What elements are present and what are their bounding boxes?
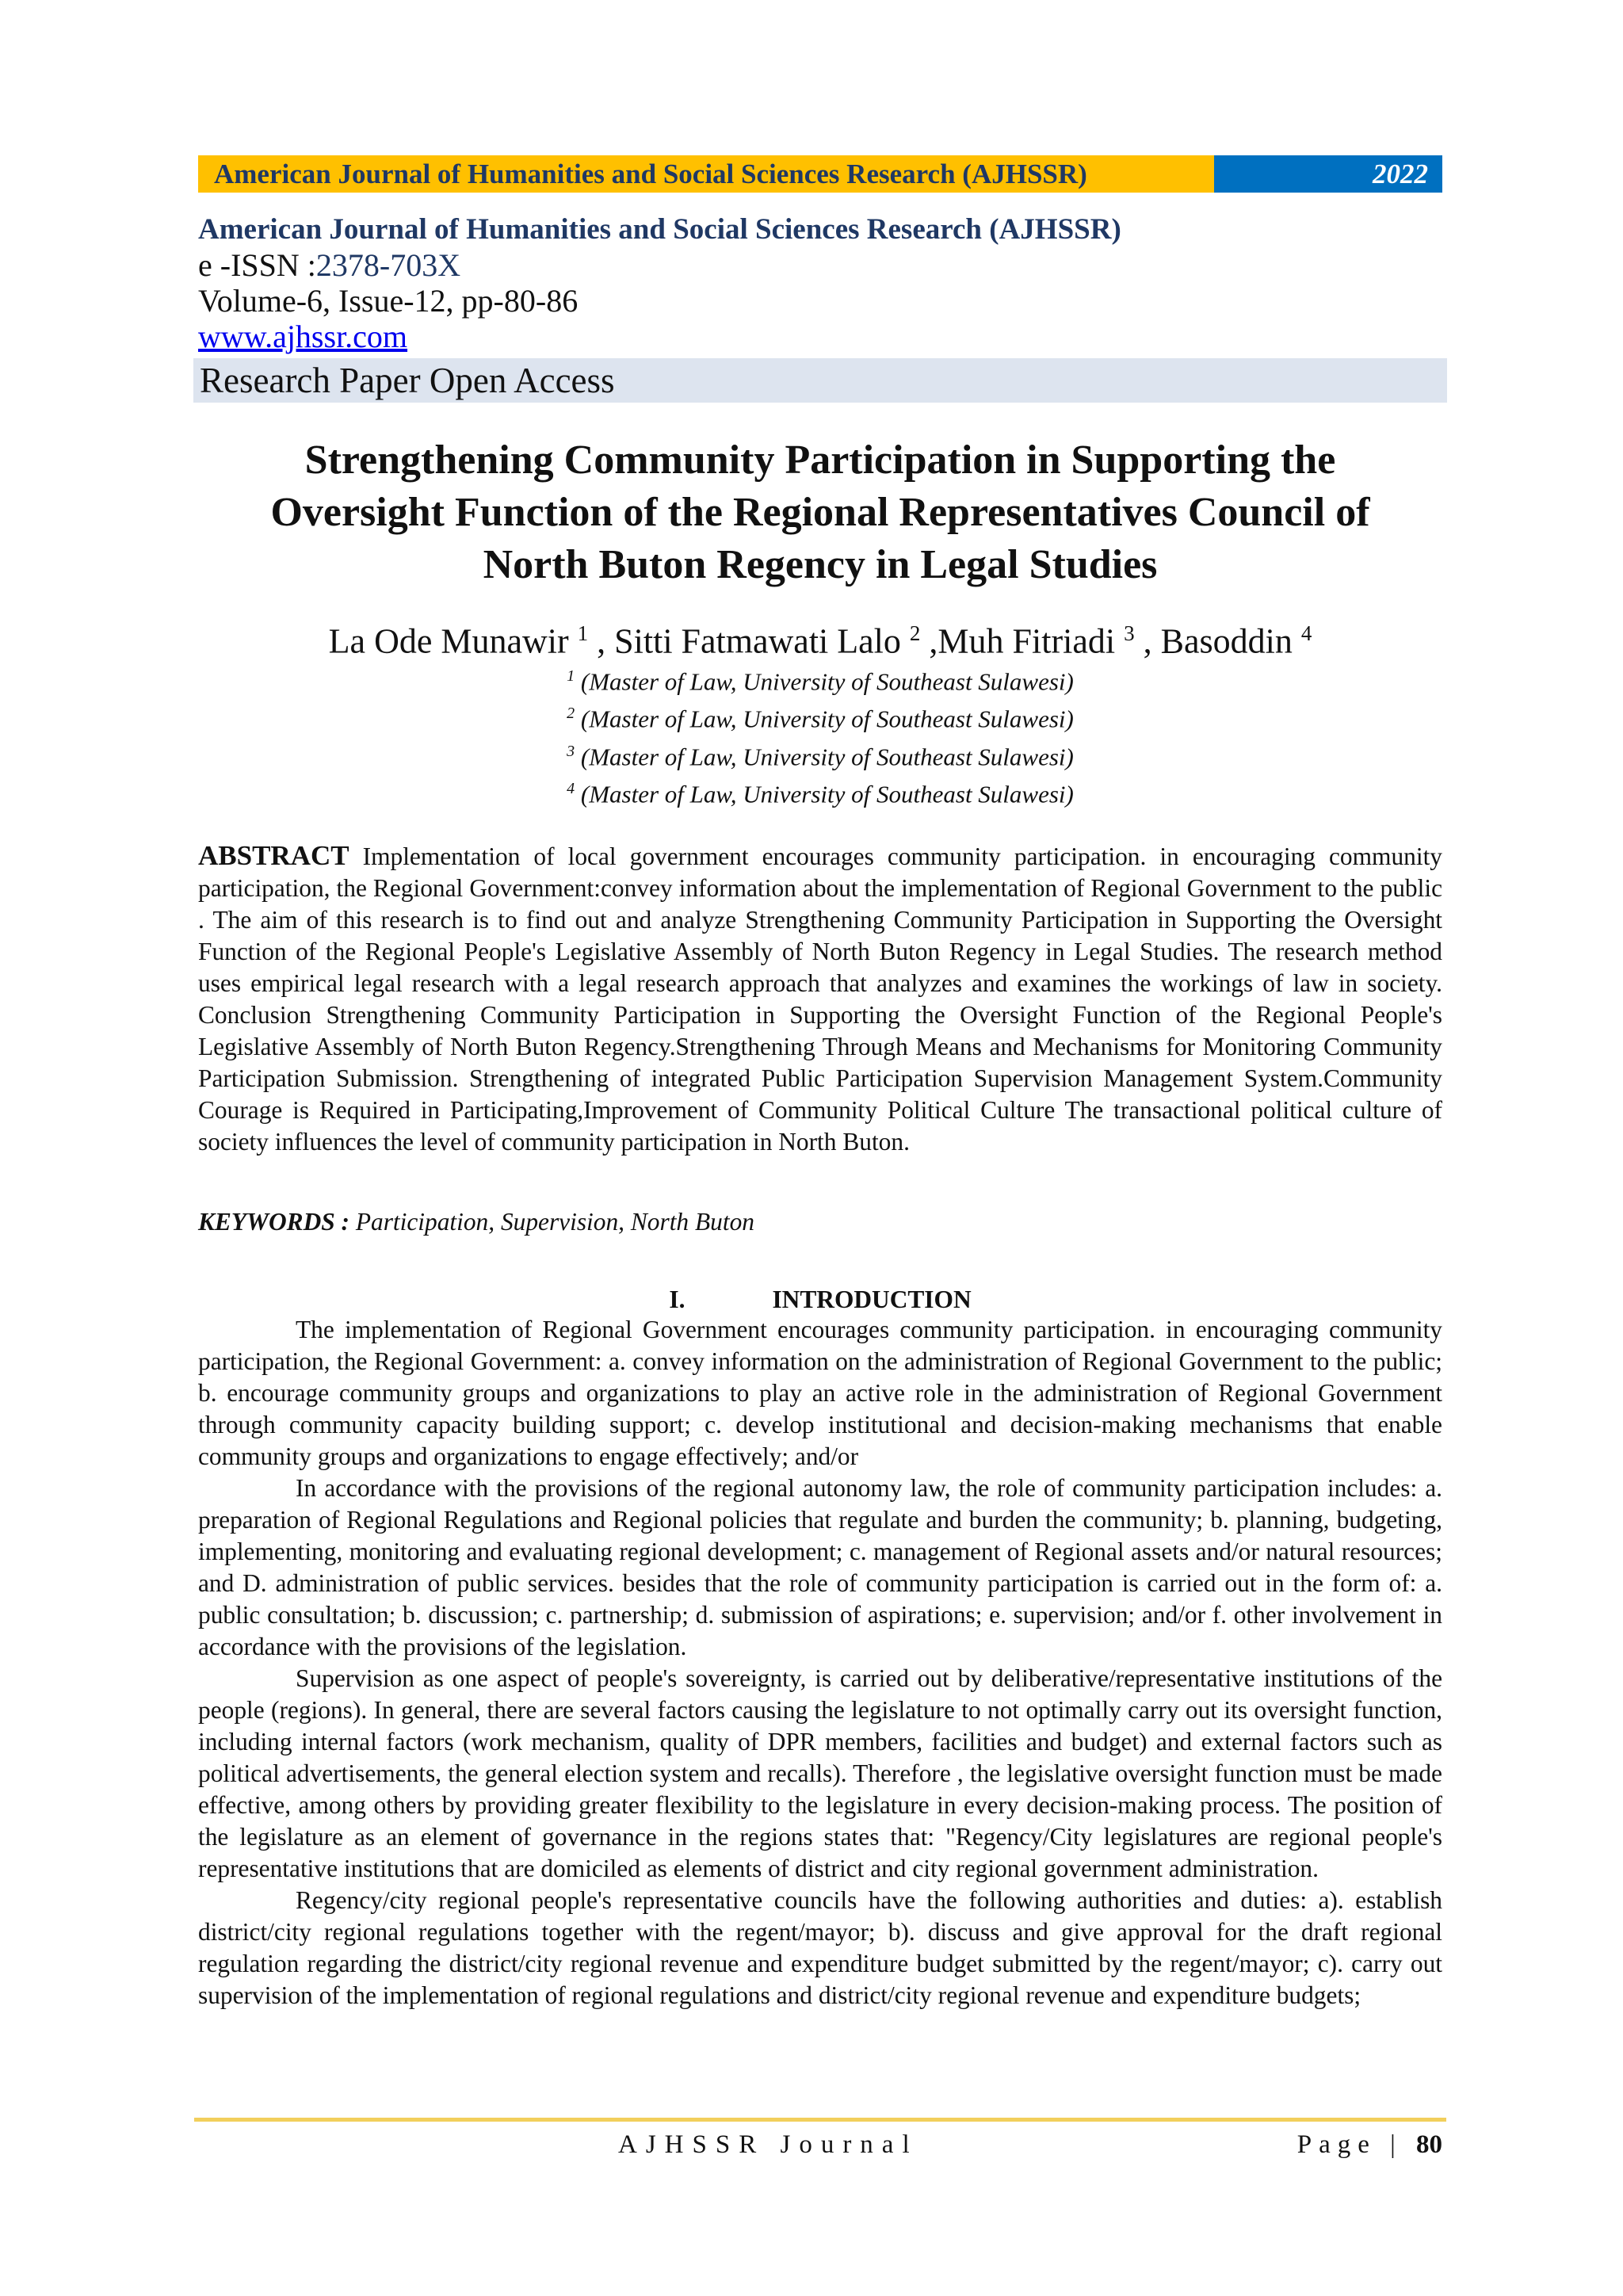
header-year: 2022 xyxy=(1214,155,1442,193)
author-name: Basoddin xyxy=(1160,621,1293,661)
author-separator: , xyxy=(1134,621,1161,661)
author-sup: 4 xyxy=(1300,621,1312,645)
paragraph: Regency/city regional people's representative councils have the following authorities and duties: a). establish district/city regional regulations together with the regent/mayor; b). discuss and give approval for the draft regional regulation regarding the district/city regional revenue and expenditure budget submitted by the regent/mayor; c). carry out supervision of the implementation of regional regulations and district/city regional revenue and expenditure budgets; xyxy=(198,1886,1442,2009)
paper-title xyxy=(198,434,1442,591)
section-number: I. xyxy=(669,1286,685,1313)
issn-line xyxy=(198,246,460,285)
abstract-text: Implementation of local government encourages community participation. in encouraging community participation, the Regional Government:convey information about the implementation of Regional Government to the public . The aim of this research is to find out and analyze Strengthening Community Participation in Supporting the Oversight Function of the Regional People's Legislative Assembly of North Buton Regency in Legal Studies. The research method uses empirical legal research with a legal research approach that analyzes and examines the workings of law in society. Conclusion Strengthening Community Participation in Supporting the Oversight Function of the Regional People's Legislative Assembly of North Buton Regency.Strengthening Through Means and Mechanisms for Monitoring Community Participation Submission. Strengthening of integrated Public Participation Supervision Management System.Community Courage is Required in Participating,Improvement of Community Political Culture The transactional political culture of society influences the level of community participation in North Buton. xyxy=(198,842,1442,1156)
affiliation xyxy=(198,697,1442,735)
journal-header-bar xyxy=(198,155,1442,193)
page-label: Page | xyxy=(1296,2130,1403,2159)
footer-rule xyxy=(194,2118,1446,2122)
keywords-label: KEYWORDS : xyxy=(198,1208,349,1236)
journal-name: American Journal of Humanities and Social Sciences Research (AJHSSR) xyxy=(198,213,1121,246)
page-footer xyxy=(198,2127,1442,2162)
affiliation-text: (Master of Law, University of Southeast Sulawesi) xyxy=(580,667,1074,696)
author-sup: 2 xyxy=(909,621,921,645)
affiliation-sup: 2 xyxy=(567,705,575,723)
author-separator: , xyxy=(920,621,938,661)
affiliation-text: (Master of Law, University of Southeast Sulawesi) xyxy=(580,705,1074,733)
affiliation-sup: 3 xyxy=(567,742,575,760)
footer-page xyxy=(1297,2127,1442,2162)
author-sup: 3 xyxy=(1124,621,1135,645)
journal-url-link[interactable]: www.ajhssr.com xyxy=(198,319,408,354)
paragraph: Supervision as one aspect of people's sovereignty, is carried out by deliberative/representative institutions of the people (regions). In general, there are several factors causing the legislature to not optimally carry out its oversight function, including internal factors (work mechanism, quality of DPR members, facilities and budget) and external factors such as political advertisements, the general election system and recalls). Therefore , the legislative oversight function must be made effective, among others by providing greater flexibility to the legislature in every decision-making process. The position of the legislature as an element of governance in the regions states that: "Regency/City legislatures are regional people's representative institutions that are domiciled as elements of district and city regional government administration. xyxy=(198,1664,1442,1882)
footer-journal: AJHSSR Journal xyxy=(618,2130,918,2159)
affiliation-text: (Master of Law, University of Southeast Sulawesi) xyxy=(580,780,1074,808)
section-heading xyxy=(198,1284,1442,1316)
paragraph: The implementation of Regional Government encourages community participation. in encouraging community participation, the Regional Government: a. convey information on the administration of Regional Government to the public; b. encourage community groups and organizations to play an active role in the administration of Regional Government through community capacity building support; c. develop institutional and decision-making mechanisms that enable community groups and organizations to engage effectively; and/or xyxy=(198,1316,1442,1470)
abstract xyxy=(198,840,1442,1158)
affiliation xyxy=(198,735,1442,773)
author-name: Muh Fitriadi xyxy=(938,621,1116,661)
affiliation-text: (Master of Law, University of Southeast Sulawesi) xyxy=(580,742,1074,770)
affiliation xyxy=(198,660,1442,697)
author-list xyxy=(198,610,1442,665)
section-title: INTRODUCTION xyxy=(772,1286,972,1313)
issn-label: e -ISSN : xyxy=(198,247,316,283)
access-banner: Research Paper Open Access xyxy=(193,358,1447,403)
author-separator: , xyxy=(588,621,615,661)
affiliation xyxy=(198,773,1442,810)
volume-issue: Volume-6, Issue-12, pp-80-86 xyxy=(198,283,579,319)
affiliation-sup: 4 xyxy=(567,779,575,797)
affiliation-list xyxy=(198,660,1442,810)
keywords xyxy=(198,1206,754,1238)
paragraph: In accordance with the provisions of the regional autonomy law, the role of community participation includes: a. preparation of Regional Regulations and Regional policies that regulate and burden the community; b. planning, budgeting, implementing, monitoring and evaluating regional development; c. management of Regional assets and/or natural resources; and D. administration of public services. besides that the role of community participation is carried out in the form of: a. public consultation; b. discussion; c. partnership; d. submission of aspirations; e. supervision; and/or f. other involvement in accordance with the provisions of the legislation. xyxy=(198,1474,1442,1660)
affiliation-sup: 1 xyxy=(567,667,575,685)
issn-number: 2378-703X xyxy=(315,247,461,283)
keywords-text: Participation, Supervision, North Buton xyxy=(349,1208,754,1236)
author-name: Sitti Fatmawati Lalo xyxy=(614,621,901,661)
title-line: Oversight Function of the Regional Representatives Council of xyxy=(270,490,1370,535)
title-line: Strengthening Community Participation in Supporting the xyxy=(304,437,1336,483)
author-sup: 1 xyxy=(577,621,589,645)
page-number: 80 xyxy=(1416,2130,1442,2159)
header-journal-title: American Journal of Humanities and Social Sciences Research (AJHSSR) xyxy=(198,155,1214,193)
abstract-label: ABSTRACT xyxy=(198,840,349,871)
title-line: North Buton Regency in Legal Studies xyxy=(483,542,1158,587)
introduction-body xyxy=(198,1314,1442,2011)
author-name: La Ode Munawir xyxy=(328,621,569,661)
